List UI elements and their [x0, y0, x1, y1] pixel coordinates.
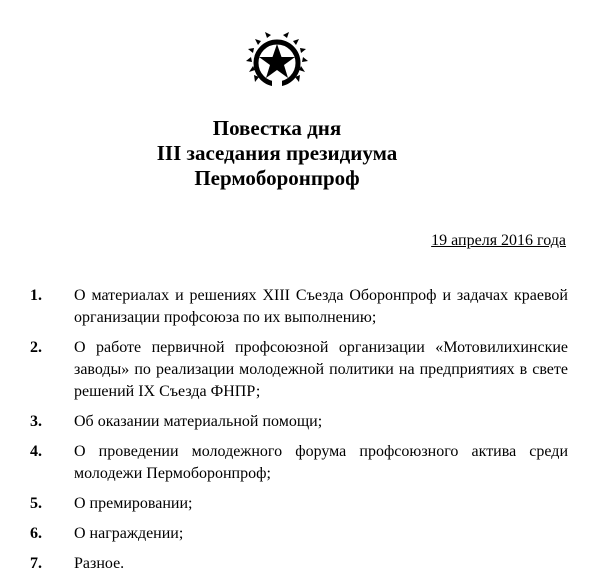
title-line-2: III заседания президиума [156, 141, 398, 165]
agenda-item [30, 523, 568, 545]
meeting-date: 19 апреля 2016 года [431, 232, 566, 249]
title-line-3: Пермоборонпроф [194, 166, 360, 190]
agenda-item [30, 285, 568, 329]
document-title [0, 116, 554, 191]
agenda-item-number: 7. [30, 555, 42, 572]
agenda-list [30, 285, 568, 583]
title-line-1: Повестка дня [212, 116, 342, 140]
agenda-item-text: Об оказании материальной помощи; [74, 413, 323, 430]
agenda-item [30, 337, 568, 403]
agenda-item-text: О премировании; [74, 495, 193, 512]
agenda-item-text: О материалах и решениях XIII Съезда Оборонпроф и задачах краевой организации профсоюза по их выполнению; [74, 287, 568, 326]
agenda-item-text: Разное. [74, 555, 125, 572]
agenda-item-number: 3. [30, 413, 42, 430]
agenda-item [30, 411, 568, 433]
agenda-item [30, 441, 568, 485]
agenda-item-text: О награждении; [74, 525, 184, 542]
agenda-item [30, 553, 568, 575]
agenda-item-text: О проведении молодежного форума профсоюзного актива среди молодежи Пермоборонпроф; [74, 443, 568, 482]
agenda-item-number: 4. [30, 443, 42, 460]
emblem-icon [245, 30, 309, 94]
agenda-item-number: 2. [30, 339, 42, 356]
emblem-graphic [245, 30, 309, 94]
agenda-item-number: 6. [30, 525, 42, 542]
agenda-item [30, 493, 568, 515]
agenda-item-number: 5. [30, 495, 42, 512]
agenda-item-number: 1. [30, 287, 42, 304]
agenda-item-text: О работе первичной профсоюзной организации «Мотовилихинские заводы» по реализации молодежной политики на предприятиях в свете решений IX Съезда ФНПР; [74, 339, 568, 400]
